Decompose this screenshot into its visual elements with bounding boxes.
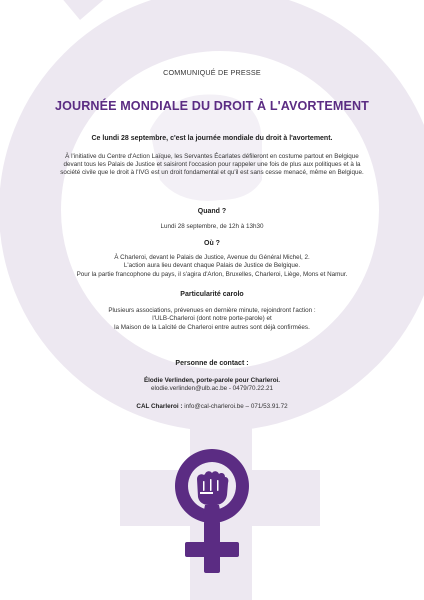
where-heading: Où ? xyxy=(204,240,220,247)
special-line: Plusieurs associations, prévenues en dernière minute, rejoindront l'action : xyxy=(108,307,316,314)
lead-sentence: Ce lundi 28 septembre, c'est la journée mondiale du droit à l'avortement. xyxy=(91,135,333,142)
when-heading: Quand ? xyxy=(197,208,227,215)
when-text: Lundi 28 septembre, de 12h à 13h30 xyxy=(160,223,264,230)
cal-contact xyxy=(0,403,424,411)
where-line: L'action aura lieu devant chaque Palais de Justice de Belgique. xyxy=(123,262,301,270)
where-line: À Charleroi, devant le Palais de Justice, Avenue du Général Michel, 2. xyxy=(114,254,310,261)
contact-person-details: elodie.verlinden@ulb.ac.be - 0479/70.22.21 xyxy=(151,385,273,393)
feminist-fist-venus-icon xyxy=(153,445,271,580)
where-text xyxy=(0,254,424,279)
special-text xyxy=(0,307,424,332)
special-heading: Particularité carolo xyxy=(180,291,244,298)
cal-details: info@cal-charleroi.be – 071/53.91.72 xyxy=(184,403,288,410)
document-title: JOURNÉE MONDIALE DU DROIT À L'AVORTEMENT xyxy=(55,99,369,113)
intro-paragraph: À l'initiative du Centre d'Action Laïque, les Servantes Écarlates défileront en costume partout en Belgique devant tous les Palais de Justice et saisiront l'occasion pour rappeler une fois de plus aux politiques et à la société civile que le droit à l'IVG est un droit fondamental et qu'il est sans cesse menacé, même en Belgique. xyxy=(60,153,364,177)
contact-person-name: Élodie Verlinden, porte-parole pour Charleroi. xyxy=(143,377,281,384)
special-line: la Maison de la Laïcité de Charleroi entre autres sont déjà confirmées. xyxy=(114,323,310,331)
document-kicker: COMMUNIQUÉ DE PRESSE xyxy=(163,68,261,77)
contact-heading: Personne de contact : xyxy=(175,360,249,367)
special-line: l'ULB-Charleroi (dont notre porte-parole) et xyxy=(152,315,272,323)
where-line: Pour la partie francophone du pays, il s'agira d'Arlon, Bruxelles, Charleroi, Liège, Mons et Namur. xyxy=(76,270,348,278)
contact-person xyxy=(0,377,424,394)
cal-label: CAL Charleroi : xyxy=(136,403,183,410)
